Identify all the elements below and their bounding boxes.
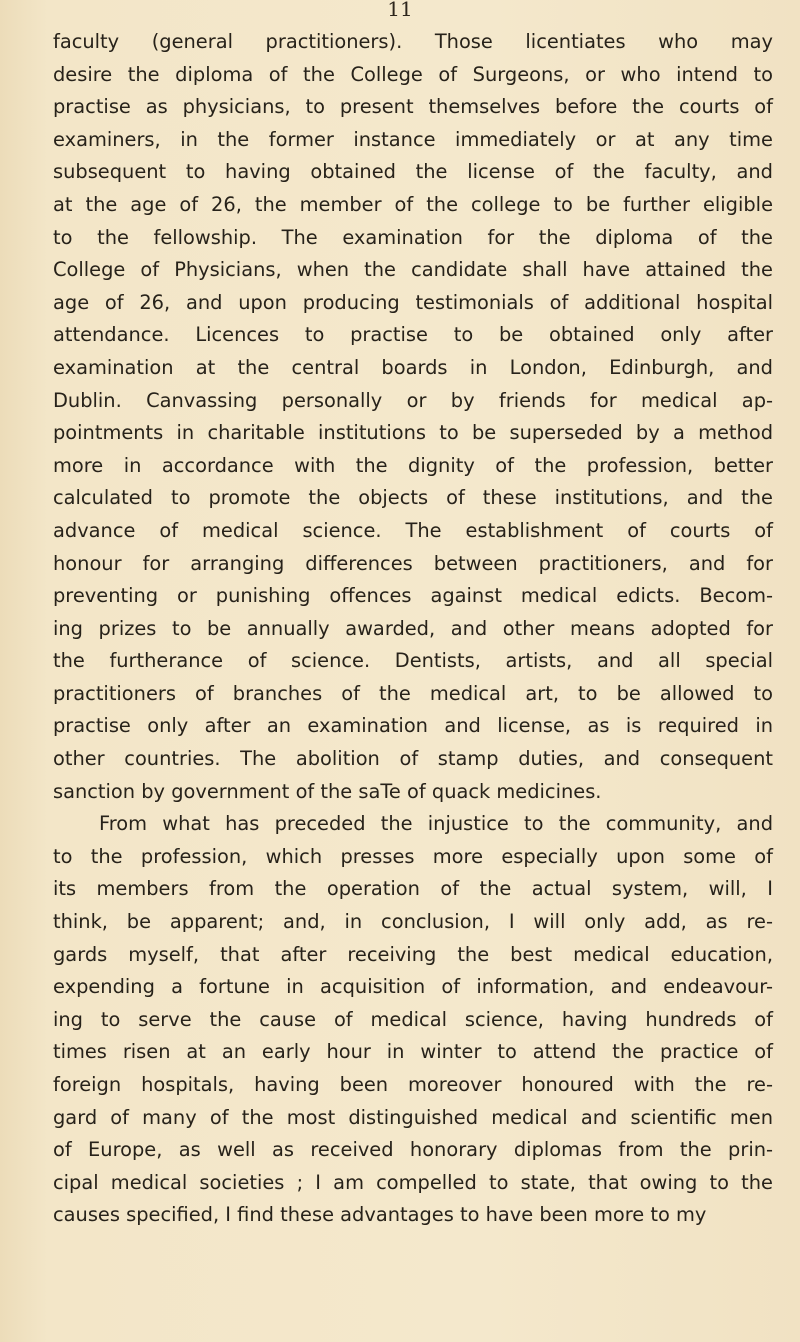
text-line: gards myself, that after receiving the best medical education, bbox=[53, 942, 773, 966]
text-line: more in accordance with the dignity of the profession, better bbox=[53, 453, 773, 477]
text-line: Dublin. Canvassing personally or by friends for medical ap- bbox=[53, 388, 773, 412]
text-line: the furtherance of science. Dentists, artists, and all special bbox=[53, 649, 773, 673]
text-line: desire the diploma of the College of Surgeons, or who intend to bbox=[53, 62, 773, 86]
text-line: ing to serve the cause of medical science, having hundreds of bbox=[53, 1007, 773, 1031]
text-line: honour for arranging differences between practitioners, and for bbox=[53, 551, 773, 575]
text-line: sanction by government of the saTe of quack medicines. bbox=[53, 779, 602, 803]
text-line: think, be apparent; and, in conclusion, I will only add, as re- bbox=[53, 910, 773, 934]
text-line: to the fellowship. The examination for the diploma of the bbox=[53, 225, 773, 249]
text-line: other countries. The abolition of stamp duties, and consequent bbox=[53, 747, 773, 771]
text-line: at the age of 26, the member of the college to be further eligible bbox=[53, 192, 773, 216]
text-line: examination at the central boards in London, Edinburgh, and bbox=[53, 355, 773, 379]
text-line: foreign hospitals, having been moreover honoured with the re- bbox=[53, 1073, 773, 1096]
text-line: practitioners of branches of the medical art, to be allowed to bbox=[53, 681, 773, 705]
text-line: College of Physicians, when the candidate shall have attained the bbox=[53, 258, 773, 282]
text-line: gard of many of the most distinguished medical and scientific men bbox=[53, 1105, 773, 1129]
text-line: causes specified, I find these advantages to have been more to my bbox=[53, 1203, 707, 1227]
body-text bbox=[53, 26, 773, 1232]
text-line: expending a fortune in acquisition of information, and endeavour- bbox=[53, 975, 773, 999]
text-line: calculated to promote the objects of these institutions, and the bbox=[53, 486, 773, 510]
text-line: preventing or punishing offences against medical edicts. Becom- bbox=[53, 584, 773, 608]
text-line: practise only after an examination and license, as is required in bbox=[53, 714, 773, 738]
text-line: times risen at an early hour in winter to attend the practice of bbox=[53, 1040, 773, 1064]
paragraph-2 bbox=[53, 808, 773, 1232]
page-number: 11 bbox=[387, 0, 413, 21]
text-line: cipal medical societies ; I am compelled to state, that owing to the bbox=[53, 1170, 773, 1194]
text-line: faculty (general practitioners). Those licentiates who may bbox=[53, 30, 773, 53]
text-line: advance of medical science. The establishment of courts of bbox=[53, 518, 773, 542]
text-line: its members from the operation of the actual system, will, I bbox=[53, 877, 773, 901]
text-line: pointments in charitable institutions to be superseded by a method bbox=[53, 421, 773, 445]
text-line: to the profession, which presses more especially upon some of bbox=[53, 844, 773, 868]
text-line: age of 26, and upon producing testimonials of additional hospital bbox=[53, 290, 773, 314]
text-line: ing prizes to be annually awarded, and other means adopted for bbox=[53, 616, 773, 640]
text-line: of Europe, as well as received honorary diplomas from the prin- bbox=[53, 1138, 773, 1162]
text-line: practise as physicians, to present themselves before the courts of bbox=[53, 95, 773, 119]
text-line: subsequent to having obtained the license of the faculty, and bbox=[53, 160, 773, 184]
text-line: attendance. Licences to practise to be obtained only after bbox=[53, 323, 773, 347]
paragraph-1 bbox=[53, 26, 773, 808]
text-line: examiners, in the former instance immediately or at any time bbox=[53, 127, 773, 151]
text-line: From what has preceded the injustice to the community, and bbox=[99, 812, 773, 836]
